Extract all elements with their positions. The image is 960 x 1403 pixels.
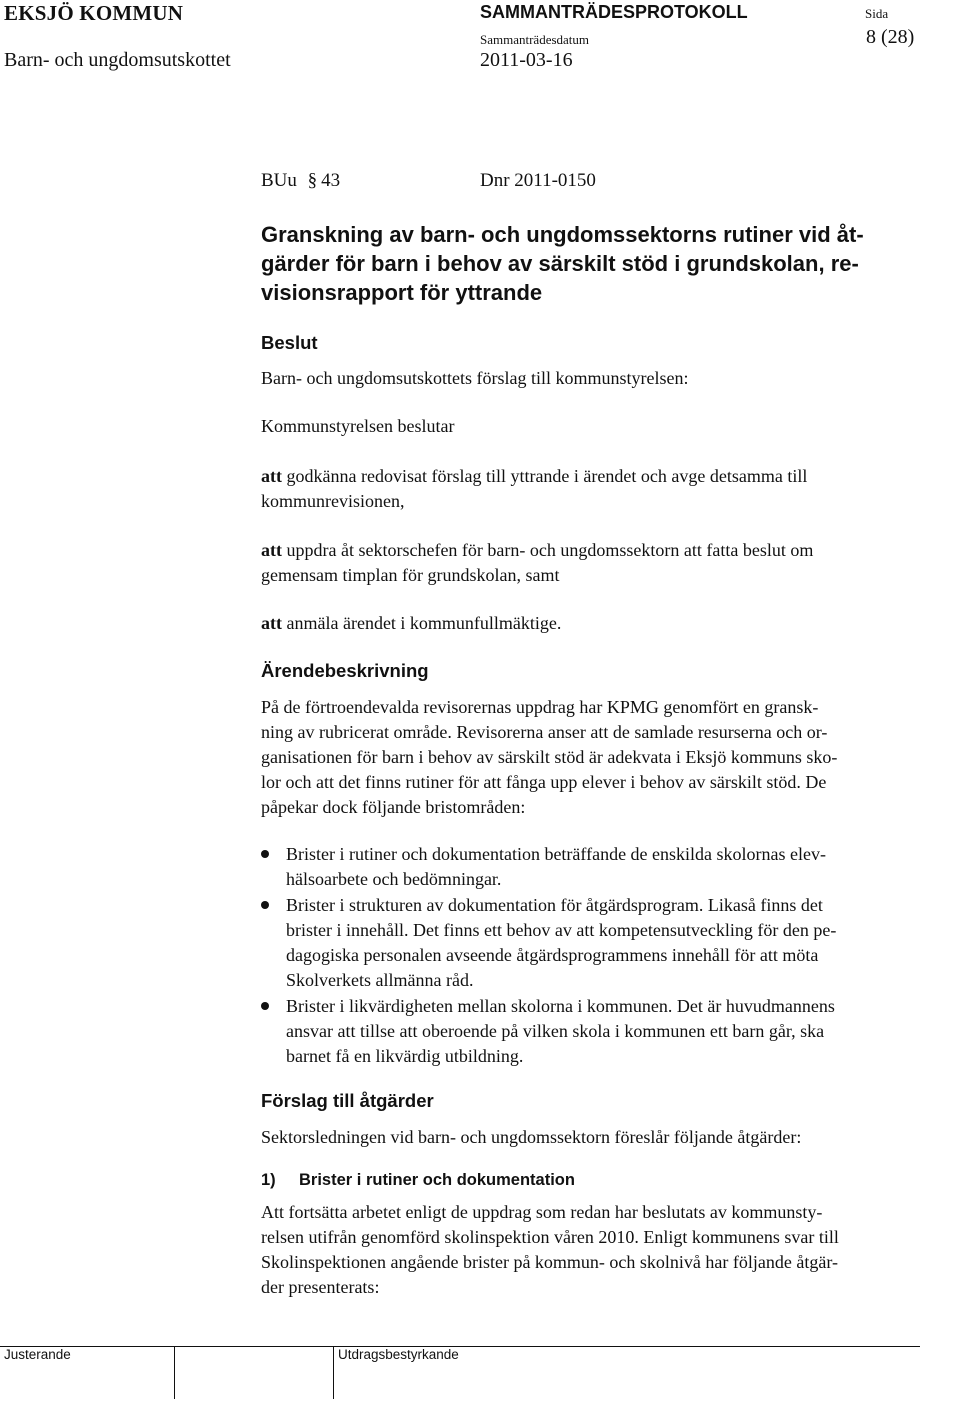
proposal-heading: Förslag till åtgärder bbox=[261, 1090, 434, 1111]
case-description-body bbox=[261, 695, 931, 820]
list-item-line: barnet få en likvärdig utbildning. bbox=[286, 1046, 524, 1066]
organization-name: EKSJÖ KOMMUN bbox=[4, 1, 184, 25]
date-label: Sammanträdesdatum bbox=[480, 32, 590, 47]
case-reference bbox=[261, 170, 340, 192]
decision-item bbox=[261, 464, 931, 514]
case-number: 43 bbox=[321, 170, 341, 191]
att-keyword: att bbox=[261, 613, 282, 633]
body-line: Skolinspektionen angående brister på kommun- och skolnivå har följande åtgär- bbox=[261, 1252, 838, 1272]
att-keyword: att bbox=[261, 466, 282, 486]
body-line: påpekar dock följande bristområden: bbox=[261, 797, 526, 817]
title-line: visionsrapport för yttrande bbox=[261, 280, 543, 305]
title-line: Granskning av barn- och ungdomssektorns rutiner vid åt- bbox=[261, 222, 864, 247]
decision-text: gemensam timplan för grundskolan, samt bbox=[261, 565, 560, 585]
decision-text: kommunrevisionen, bbox=[261, 491, 405, 511]
case-description-heading: Ärendebeskrivning bbox=[261, 660, 429, 681]
body-line: På de förtroendevalda revisorernas uppdrag har KPMG genomfört en gransk- bbox=[261, 697, 819, 717]
decision-text: anmäla ärendet i kommunfullmäktige. bbox=[286, 613, 562, 633]
decision-item bbox=[261, 611, 931, 636]
deficiency-list bbox=[261, 842, 931, 1069]
page-number: 8 (28) bbox=[866, 26, 915, 48]
body-line: ning av rubricerat område. Revisorerna anser att de samlade resurserna och or- bbox=[261, 722, 828, 742]
section-symbol: § bbox=[307, 170, 318, 191]
body-line: relsen utifrån genomförd skolinspektion våren 2010. Enligt kommunens svar till bbox=[261, 1227, 839, 1247]
list-item-line: ansvar att tillse att oberoende på vilken skola i kommunen ett barn går, ska bbox=[286, 1021, 825, 1041]
list-item-line: Skolverkets allmänna råd. bbox=[286, 970, 474, 990]
list-item-line: brister i innehåll. Det finns ett behov av att kompetensutveckling för den pe- bbox=[286, 920, 837, 940]
decision-heading: Beslut bbox=[261, 332, 318, 353]
bullet-icon bbox=[261, 1002, 269, 1010]
decision-text: uppdra åt sektorschefen för barn- och ungdomssektorn att fatta beslut om bbox=[286, 540, 814, 560]
list-item-line: Brister i strukturen av dokumentation för åtgärdsprogram. Likaså finns det bbox=[286, 895, 823, 915]
footer-justerande-label: Justerande bbox=[4, 1347, 71, 1362]
subheading-text: Brister i rutiner och dokumentation bbox=[299, 1171, 575, 1189]
decision-text: godkänna redovisat förslag till yttrande i ärendet och avge detsamma till bbox=[286, 466, 808, 486]
body-line: Att fortsätta arbetet enligt de uppdrag som redan har beslutats av kommunsty- bbox=[261, 1202, 823, 1222]
body-line: ganisationen för barn i behov av särskilt stöd är adekvata i Eksjö kommuns sko- bbox=[261, 747, 838, 767]
footer-separator bbox=[174, 1347, 175, 1399]
document-type: SAMMANTRÄDESPROTOKOLL bbox=[480, 2, 748, 22]
decision-ks: Kommunstyrelsen beslutar bbox=[261, 416, 455, 436]
list-item-line: hälsoarbete och bedömningar. bbox=[286, 869, 502, 889]
subheading-number: 1) bbox=[261, 1171, 276, 1189]
bullet-icon bbox=[261, 901, 269, 909]
list-item bbox=[261, 893, 931, 993]
list-item-line: dagogiska personalen avseende åtgärdsprogrammens innehåll för att möta bbox=[286, 945, 819, 965]
title-line: gärder för barn i behov av särskilt stöd i grundskolan, re- bbox=[261, 251, 859, 276]
footer-separator bbox=[333, 1347, 334, 1399]
decision-section bbox=[261, 330, 931, 355]
bullet-icon bbox=[261, 850, 269, 858]
list-item-line: Brister i likvärdigheten mellan skolorna i kommunen. Det är huvudmannens bbox=[286, 996, 835, 1016]
body-line: lor och att det finns rutiner för att fånga upp elever i behov av särskilt stöd. De bbox=[261, 772, 827, 792]
document-title bbox=[261, 220, 931, 307]
list-item bbox=[261, 994, 931, 1069]
meeting-date: 2011-03-16 bbox=[480, 49, 573, 71]
case-dnr: Dnr 2011-0150 bbox=[480, 170, 596, 191]
footer-divider bbox=[0, 1346, 920, 1347]
case-ref: BUu bbox=[261, 170, 297, 191]
list-item-line: Brister i rutiner och dokumentation beträffande de enskilda skolornas elev- bbox=[286, 844, 826, 864]
proposal-subheading bbox=[261, 1168, 931, 1193]
decision-intro: Barn- och ungdomsutskottets förslag till kommunstyrelsen: bbox=[261, 368, 689, 388]
att-keyword: att bbox=[261, 540, 282, 560]
proposal-intro: Sektorsledningen vid barn- och ungdomssektorn föreslår följande åtgärder: bbox=[261, 1127, 802, 1147]
page-label: Sida bbox=[865, 6, 889, 21]
list-item bbox=[261, 842, 931, 892]
decision-item bbox=[261, 538, 931, 588]
footer-utdrag-label: Utdragsbestyrkande bbox=[338, 1347, 459, 1362]
body-line: der presenterats: bbox=[261, 1277, 380, 1297]
proposal-body bbox=[261, 1200, 931, 1300]
department-name: Barn- och ungdomsutskottet bbox=[4, 49, 231, 71]
